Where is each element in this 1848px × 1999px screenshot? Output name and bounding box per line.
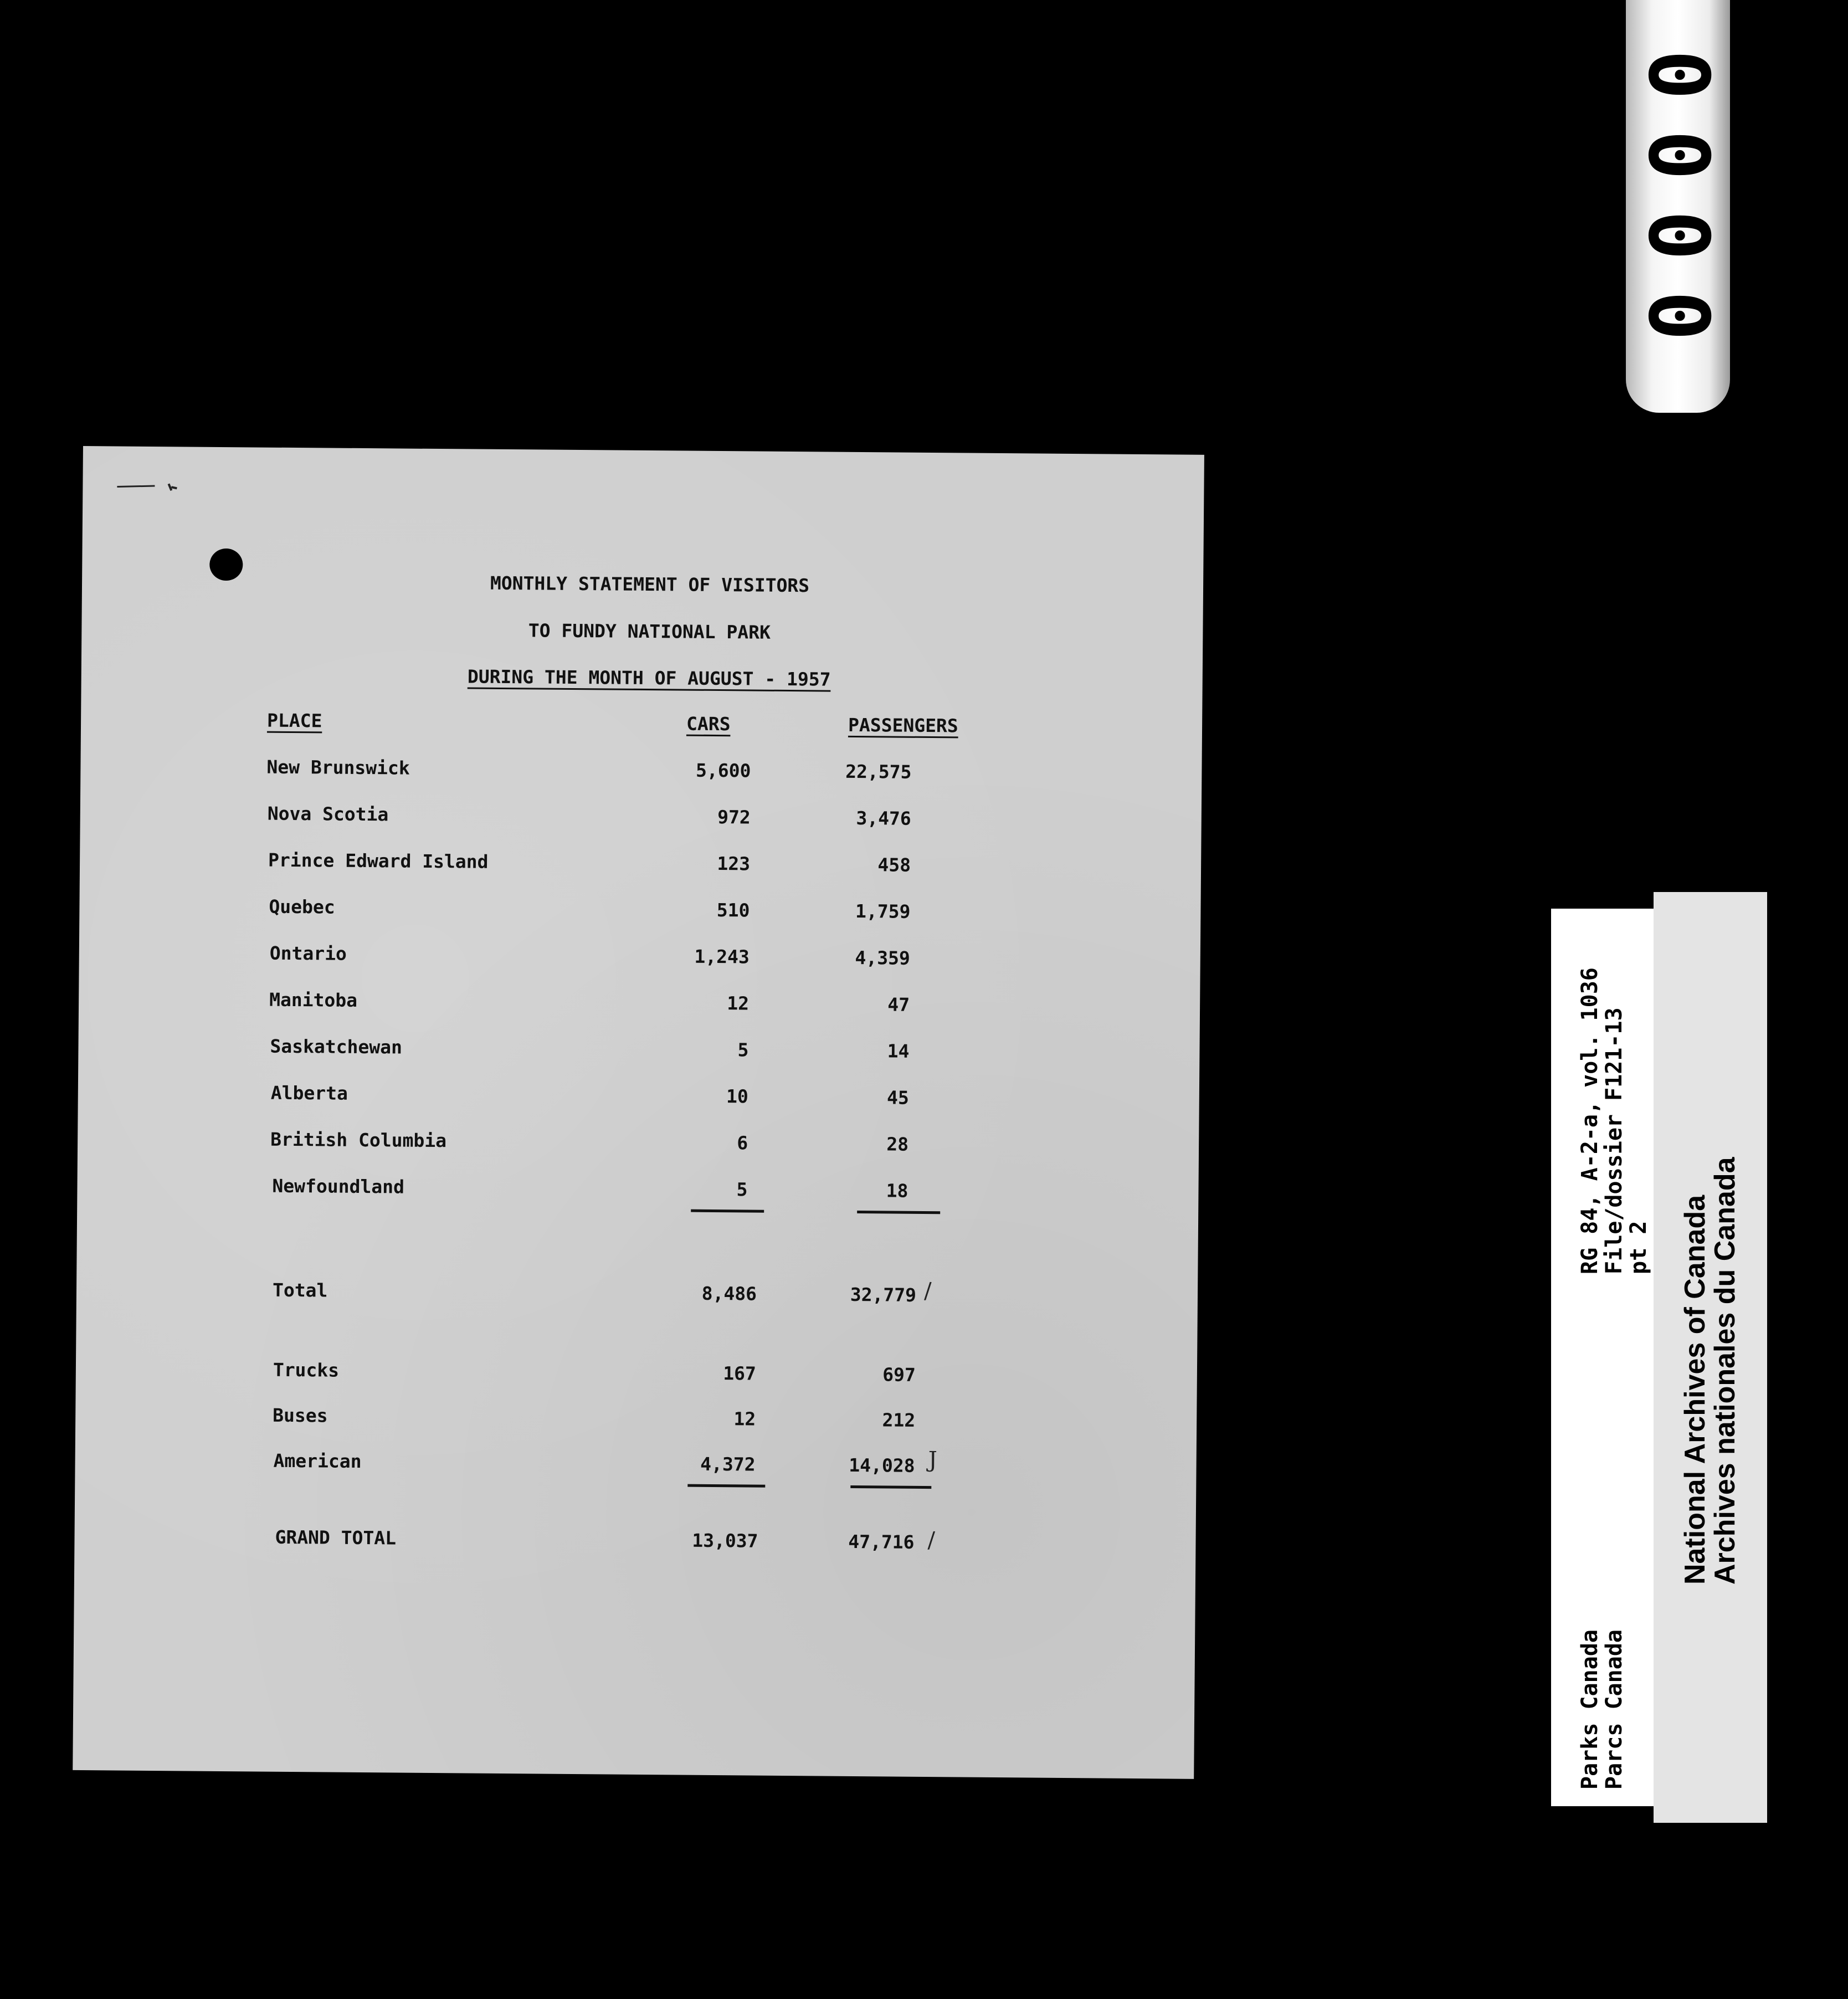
document-title-line1: MONTHLY STATEMENT OF VISITORS bbox=[490, 572, 810, 597]
agency-line1: Parks Canada bbox=[1577, 1629, 1603, 1790]
row-passengers: 47 bbox=[887, 993, 910, 1016]
frame-counter bbox=[1626, 0, 1730, 413]
row-passengers: 4,359 bbox=[855, 946, 910, 969]
grand-total-rule-cars bbox=[687, 1484, 765, 1488]
row-cars: 5 bbox=[736, 1178, 748, 1201]
row-passengers: 697 bbox=[882, 1364, 916, 1386]
row-passengers: 3,476 bbox=[856, 807, 911, 829]
total-label: Total bbox=[272, 1279, 328, 1301]
row-place: Quebec bbox=[269, 895, 335, 918]
row-passengers: 18 bbox=[886, 1180, 908, 1202]
row-place: New Brunswick bbox=[266, 756, 410, 779]
row-passengers: 45 bbox=[886, 1086, 909, 1109]
archives-line1: National Archives of Canada bbox=[1679, 1195, 1711, 1585]
document-title-line3: DURING THE MONTH OF AUGUST - 1957 bbox=[467, 665, 831, 690]
row-cars: 6 bbox=[737, 1132, 748, 1154]
row-cars: 4,372 bbox=[700, 1453, 756, 1475]
header-passengers: PASSENGERS bbox=[848, 714, 958, 737]
total-cars: 8,486 bbox=[701, 1282, 757, 1305]
row-passengers: 28 bbox=[886, 1133, 909, 1155]
grand-total-passengers: 47,716 bbox=[848, 1530, 915, 1553]
row-passengers: 1,759 bbox=[855, 900, 911, 922]
pen-mark-icon bbox=[116, 482, 182, 491]
row-passengers: 14 bbox=[887, 1040, 910, 1062]
reference-line2: File/dossier F121-13 bbox=[1601, 1007, 1627, 1274]
archive-reference-label bbox=[1551, 909, 1659, 1806]
row-cars: 123 bbox=[717, 853, 751, 875]
row-place: Ontario bbox=[269, 942, 347, 965]
row-cars: 10 bbox=[726, 1085, 748, 1108]
row-passengers: 14,028 bbox=[849, 1454, 915, 1477]
grand-total-label: GRAND TOTAL bbox=[275, 1526, 397, 1549]
row-place: Prince Edward Island bbox=[268, 849, 489, 873]
subtotal-rule-passengers bbox=[857, 1211, 940, 1214]
archives-line2: Archives nationales du Canada bbox=[1709, 1157, 1741, 1585]
row-cars: 1,243 bbox=[694, 945, 750, 968]
frame-digit: 0 bbox=[1630, 49, 1726, 100]
row-place: Nova Scotia bbox=[267, 802, 389, 826]
header-place: PLACE bbox=[266, 709, 322, 732]
grand-total-rule-passengers bbox=[850, 1485, 931, 1489]
row-cars: 167 bbox=[723, 1362, 757, 1385]
reference-line3: pt 2 bbox=[1626, 1221, 1651, 1274]
punch-hole bbox=[209, 549, 243, 581]
row-cars: 5,600 bbox=[695, 759, 751, 782]
row-cars: 510 bbox=[716, 899, 750, 921]
row-place: Newfoundland bbox=[272, 1175, 405, 1198]
row-place: Buses bbox=[273, 1404, 328, 1427]
checkmark-icon: J bbox=[928, 1447, 937, 1473]
grand-total-cars: 13,037 bbox=[692, 1529, 758, 1552]
row-place: Manitoba bbox=[269, 988, 358, 1011]
row-cars: 12 bbox=[727, 992, 750, 1014]
subtotal-rule-cars bbox=[691, 1209, 764, 1213]
row-cars: 972 bbox=[717, 806, 751, 828]
checkmark-icon: / bbox=[927, 1528, 936, 1554]
total-passengers: 32,779 bbox=[850, 1283, 917, 1306]
document-page bbox=[73, 446, 1204, 1779]
row-place: American bbox=[273, 1449, 362, 1473]
frame-digit: 0 bbox=[1630, 290, 1726, 341]
row-passengers: 22,575 bbox=[845, 760, 912, 783]
row-place: British Columbia bbox=[270, 1128, 447, 1152]
row-cars: 12 bbox=[733, 1408, 756, 1430]
national-archives-label bbox=[1654, 892, 1767, 1823]
reference-line1: RG 84, A-2-a, vol. 1036 bbox=[1577, 967, 1603, 1274]
frame-digit: 0 bbox=[1630, 210, 1726, 261]
row-place: Alberta bbox=[270, 1081, 348, 1104]
row-passengers: 212 bbox=[882, 1409, 916, 1431]
row-place: Saskatchewan bbox=[270, 1035, 403, 1058]
row-place: Trucks bbox=[273, 1359, 340, 1381]
document-title-line2: TO FUNDY NATIONAL PARK bbox=[528, 619, 771, 643]
frame-digit: 0 bbox=[1630, 130, 1726, 181]
agency-line2: Parcs Canada bbox=[1601, 1629, 1627, 1790]
row-cars: 5 bbox=[737, 1039, 749, 1061]
checkmark-icon: / bbox=[923, 1278, 932, 1304]
header-cars: CARS bbox=[686, 713, 731, 735]
row-passengers: 458 bbox=[877, 854, 911, 876]
